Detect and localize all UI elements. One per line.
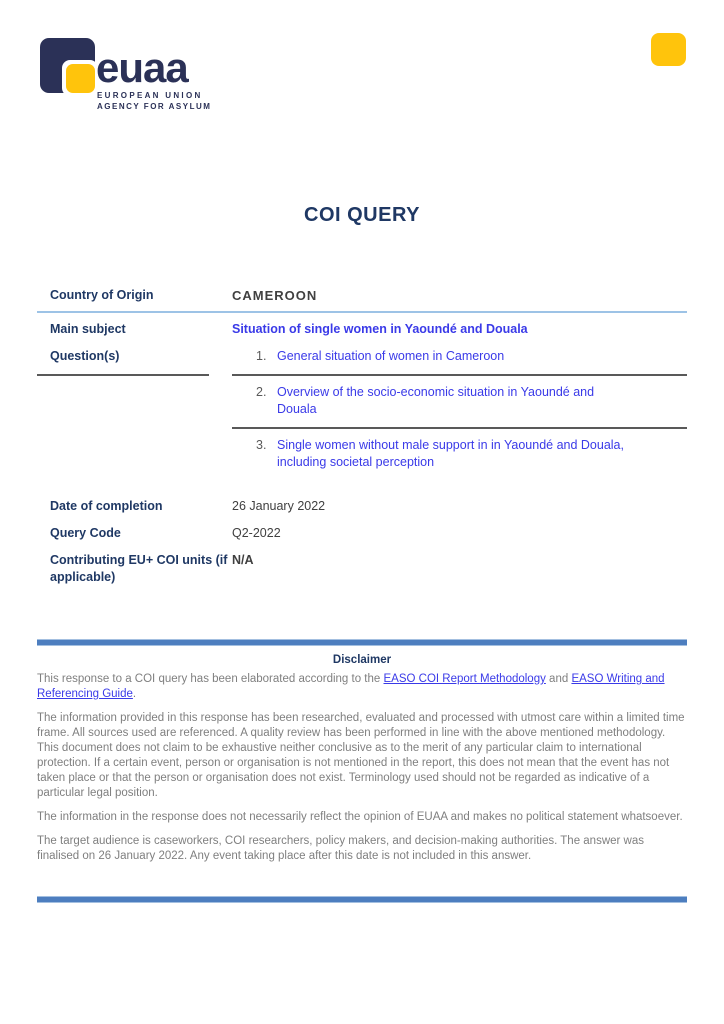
table-row-contributing-units bbox=[37, 547, 687, 591]
question-number: 3. bbox=[256, 438, 267, 452]
divider-bar-top bbox=[37, 639, 687, 646]
link-easo-writing-referencing-guide[interactable]: EASO Writing and Referencing Guide bbox=[37, 673, 665, 700]
logo-subtitle-line2: AGENCY FOR ASYLUM bbox=[97, 102, 212, 111]
question-item-1 bbox=[232, 348, 687, 376]
disclaimer-paragraph-3: The information in the response does not necessarily reflect the opinion of EUAA and makes no political statement whatsoever. bbox=[37, 811, 683, 823]
page-title: COI QUERY bbox=[304, 204, 420, 226]
question-number: 1. bbox=[256, 349, 267, 363]
page-corner-accent bbox=[651, 33, 686, 66]
table-row-main-subject bbox=[37, 313, 687, 338]
question-item-2 bbox=[232, 376, 687, 429]
questions-label: Question(s) bbox=[50, 349, 120, 363]
disclaimer-p1-text: This response to a COI query has been elaborated according to the bbox=[37, 673, 384, 685]
disclaimer-paragraph-4: The target audience is caseworkers, COI researchers, policy makers, and decision-making authorities. The answer was finalised on 26 January 2022. Any event taking place after this date is not included in this answer. bbox=[37, 835, 645, 862]
date-of-completion-value: 26 January 2022 bbox=[232, 499, 326, 513]
question-item-3 bbox=[232, 429, 687, 480]
question-text: Overview of the socio-economic situation in Yaoundé and Douala bbox=[277, 385, 595, 416]
date-of-completion-label: Date of completion bbox=[50, 499, 163, 513]
questions-list bbox=[232, 348, 687, 480]
main-subject-label: Main subject bbox=[50, 322, 126, 336]
meta-table bbox=[37, 287, 687, 591]
link-easo-coi-report-methodology[interactable]: EASO COI Report Methodology bbox=[383, 673, 546, 685]
disclaimer-paragraph-1 bbox=[37, 672, 687, 702]
disclaimer-p1-and: and bbox=[545, 673, 572, 685]
table-row-date-of-completion bbox=[37, 493, 687, 520]
disclaimer-heading: Disclaimer bbox=[332, 654, 392, 666]
table-row-query-code bbox=[37, 520, 687, 547]
question-number: 2. bbox=[256, 385, 267, 399]
divider-bar-bottom bbox=[37, 896, 687, 903]
questions-label-underline bbox=[37, 374, 209, 376]
question-text: General situation of women in Cameroon bbox=[277, 349, 505, 363]
disclaimer-paragraph-2: The information provided in this response has been researched, evaluated and processed with utmost care within a limited time frame. All sources used are referenced. A quality review has been performed in line with the above mentioned methodology. This document does not claim to be exhaustive neither conclusive as to the merit of any particular claim to international protection. If a certain event, person or organisation is not mentioned in the report, this does not mean that the event has not taken place or that the person or organisation does not exist. Terminology used should not be regarded as indicative of a particular legal position. bbox=[37, 712, 685, 799]
main-subject-value: Situation of single women in Yaoundé and Douala bbox=[232, 322, 528, 336]
table-row-questions bbox=[37, 338, 687, 480]
logo-subtitle-line1: EUROPEAN UNION bbox=[97, 91, 203, 100]
query-code-value: Q2-2022 bbox=[232, 526, 281, 540]
euaa-logo bbox=[40, 38, 260, 113]
country-of-origin-label: Country of Origin bbox=[50, 288, 154, 302]
logo-wordmark: euaa bbox=[96, 44, 188, 91]
country-of-origin-value: CAMEROON bbox=[232, 288, 318, 303]
logo-yellow-square bbox=[66, 64, 95, 93]
disclaimer-section bbox=[37, 653, 687, 873]
contributing-units-label: Contributing EU+ COI units (if applicable) bbox=[50, 553, 228, 584]
table-row-country bbox=[37, 287, 687, 313]
question-text: Single women without male support in in Yaoundé and Douala, including societal perception bbox=[277, 438, 624, 469]
euaa-logo-icon bbox=[40, 38, 95, 93]
query-code-label: Query Code bbox=[50, 526, 121, 540]
disclaimer-p1-end: . bbox=[132, 688, 137, 700]
contributing-units-value: N/A bbox=[232, 553, 254, 567]
